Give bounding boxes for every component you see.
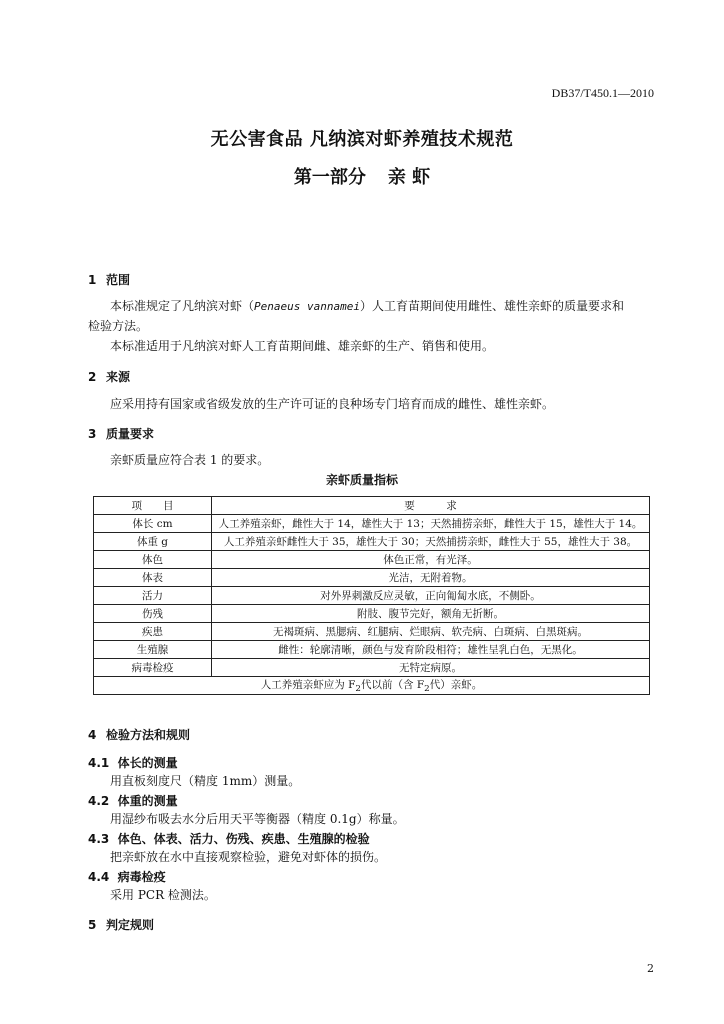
section-number: 1: [88, 273, 97, 287]
section-3-heading: [88, 425, 154, 442]
section-1-paragraph-1-cont: 检验方法。: [88, 319, 149, 333]
table-row: [94, 515, 650, 533]
subsection-4-2-heading: [88, 792, 178, 809]
section-1-paragraph-1: [110, 298, 655, 315]
section-number: 4: [88, 728, 97, 742]
section-3-paragraph-1: 亲虾质量应符合表 1 的要求。: [110, 453, 270, 467]
subsection-title: 体长的测量: [117, 756, 178, 770]
table-cell-requirement: 人工养殖亲虾，雌性大于 14，雄性大于 13；天然捕捞亲虾，雌性大于 15，雄性大于 14。: [212, 515, 650, 533]
subsection-4-1-text: 用直板刻度尺（精度 1mm）测量。: [110, 774, 301, 788]
table-row: [94, 551, 650, 569]
section-title: 来源: [106, 370, 131, 384]
table-cell-requirement: 光洁，无附着物。: [212, 569, 650, 587]
subsection-4-3-heading: [88, 830, 370, 847]
table-cell-requirement: 无特定病原。: [212, 659, 650, 677]
section-title: 质量要求: [106, 427, 155, 441]
section-1-paragraph-2: 本标准适用于凡纳滨对虾人工育苗期间雌、雄亲虾的生产、销售和使用。: [110, 339, 495, 353]
table-cell-item: 伤残: [94, 605, 212, 623]
subsection-number: 4.3: [88, 832, 110, 846]
table-header-item: 项 目: [94, 497, 212, 515]
table-row: [94, 587, 650, 605]
subsection-number: 4.2: [88, 794, 110, 808]
text-run: 人工养殖亲虾应为 F: [260, 679, 356, 691]
table-header-requirement: 要 求: [212, 497, 650, 515]
table-cell-requirement: 体色正常，有光泽。: [212, 551, 650, 569]
part-label: 第一部分: [293, 167, 366, 188]
section-2-heading: [88, 368, 130, 385]
table-header-row: [94, 497, 650, 515]
table-cell-requirement: 雌性：轮廓清晰，颜色与发育阶段相符；雄性呈乳白色，无黑化。: [212, 641, 650, 659]
table-cell-requirement: 人工养殖亲虾雌性大于 35，雄性大于 30；天然捕捞亲虾，雌性大于 55，雄性大于 38。: [212, 533, 650, 551]
subsection-title: 病毒检疫: [117, 870, 166, 884]
table-row: [94, 659, 650, 677]
subject-label: 亲 虾: [387, 167, 431, 188]
text-run: ）人工育苗期间使用雌性、雄性亲虾的质量要求和: [359, 299, 624, 313]
latin-name: Penaeus vannamei: [254, 300, 360, 313]
subsection-4-3-text: 把亲虾放在水中直接观察检验，避免对虾体的损伤。: [110, 850, 387, 864]
subsection-4-2-text: 用湿纱布吸去水分后用天平等衡器（精度 0.1g）称量。: [110, 812, 405, 826]
table-row: [94, 605, 650, 623]
section-number: 2: [88, 370, 97, 384]
subsection-4-1-heading: [88, 754, 178, 771]
table-cell-item: 体色: [94, 551, 212, 569]
text-run: 代）亲虾。: [429, 679, 483, 691]
table-row: [94, 623, 650, 641]
table-cell-item: 活力: [94, 587, 212, 605]
table-cell-item: 体长 cm: [94, 515, 212, 533]
document-title: 无公害食品 凡纳滨对虾养殖技术规范: [210, 129, 514, 150]
table-caption: 亲虾质量指标: [325, 473, 398, 487]
subsection-title: 体色、体表、活力、伤残、疾患、生殖腺的检验: [117, 832, 370, 846]
page-number: 2: [647, 962, 654, 975]
table-row: [94, 569, 650, 587]
section-title: 范围: [106, 273, 131, 287]
table-footnote-row: [94, 677, 650, 695]
table-cell-item: 体重 g: [94, 533, 212, 551]
section-1-heading: [88, 271, 130, 288]
section-title: 检验方法和规则: [106, 728, 191, 742]
table-row: [94, 533, 650, 551]
table-footnote: [94, 677, 650, 695]
table-row: [94, 641, 650, 659]
subsection-title: 体重的测量: [117, 794, 178, 808]
section-number: 3: [88, 427, 97, 441]
document-subtitle: [0, 163, 724, 189]
section-number: 5: [88, 918, 97, 932]
section-4-heading: [88, 726, 190, 743]
table-cell-item: 体表: [94, 569, 212, 587]
subscript: 2: [424, 684, 430, 695]
subsection-number: 4.1: [88, 756, 110, 770]
subsection-4-4-heading: [88, 868, 166, 885]
text-run: 代以前（含 F: [361, 679, 425, 691]
table-cell-requirement: 对外界刺激反应灵敏，正向匍匐水底，不侧卧。: [212, 587, 650, 605]
section-title: 判定规则: [106, 918, 155, 932]
subsection-4-4-text: 采用 PCR 检测法。: [110, 888, 216, 902]
section-5-heading: [88, 916, 154, 933]
section-2-paragraph-1: 应采用持有国家或省级发放的生产许可证的良种场专门培育而成的雌性、雄性亲虾。: [110, 397, 555, 411]
table-cell-requirement: 附肢、腹节完好，额角无折断。: [212, 605, 650, 623]
subscript: 2: [355, 684, 361, 695]
table-cell-requirement: 无褐斑病、黑腮病、红腿病、烂眼病、软壳病、白斑病、白黑斑病。: [212, 623, 650, 641]
quality-table: [93, 496, 650, 695]
subsection-number: 4.4: [88, 870, 110, 884]
standard-code: DB37/T450.1—2010: [551, 86, 654, 100]
text-run: 本标准规定了凡纳滨对虾（: [110, 299, 255, 313]
table-cell-item: 生殖腺: [94, 641, 212, 659]
table-cell-item: 病毒检疫: [94, 659, 212, 677]
table-cell-item: 疾患: [94, 623, 212, 641]
